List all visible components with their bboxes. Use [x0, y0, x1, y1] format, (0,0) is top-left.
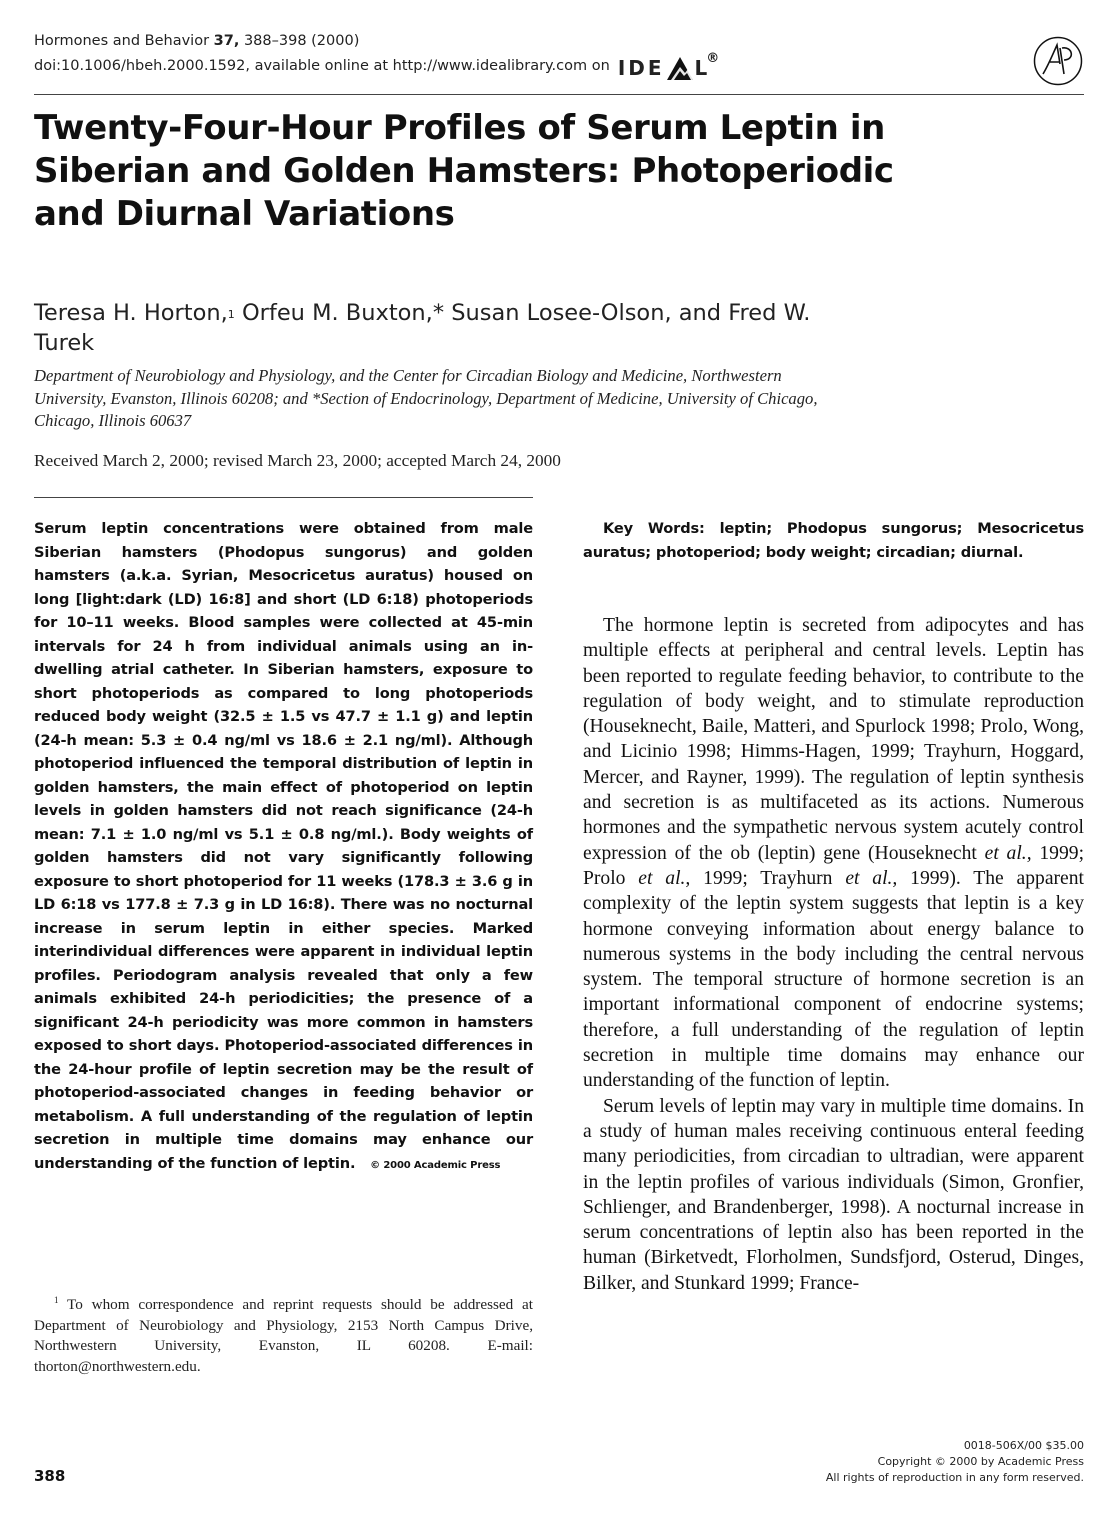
body-text-run: 1999; Trayhurn: [690, 867, 846, 889]
authors-part2: Orfeu M. Buxton,* Susan Losee-Olson, and Fred W. Turek: [34, 300, 811, 356]
author-list: [34, 298, 834, 358]
authors-part1: Teresa H. Horton,: [34, 300, 228, 326]
author-footnote-mark: 1: [227, 308, 235, 321]
abstract-text: Serum leptin concentrations were obtained from male Siberian hamsters (Phodopus sungorus) and golden hamsters (a.k.a. Syrian, Mesocricetus auratus) housed on long [light:dark (LD) 16:8] and short (LD 6:18) photoperiods for 10–11 weeks. Blood samples were collected at 45-min intervals for 24 h from individual animals using an in-dwelling atrial catheter. In Siberian hamsters, exposure to short photoperiods as compared to long photoperiods reduced body weight (32.5 ± 1.5 vs 47.7 ± 1.1 g) and leptin (24-h mean: 5.3 ± 0.4 ng/ml vs 18.6 ± 2.1 ng/ml). Although photoperiod influenced the temporal distribution of leptin in golden hamsters, the main effect of photoperiod on leptin levels in golden hamsters did not reach significance (24-h mean: 7.1 ± 1.0 ng/ml vs 5.1 ± 0.8 ng/ml.). Body weights of golden hamsters did not vary significantly following exposure to short photoperiod for 11 weeks (178.3 ± 3.6 g in LD 6:18 vs 177.8 ± 7.3 g in LD 16:8). There was no nocturnal increase in serum leptin in either species. Marked interindividual differences were apparent in individual leptin profiles. Periodogram analysis revealed that only a few animals exhibited 24-h periodicities; the presence of a significant 24-h periodicity was more common in hamsters exposed to short days. Photoperiod-associated differences in the 24-hour profile of leptin secretion may be the result of photoperiod-associated changes in feeding behavior or metabolism. A full understanding of the regulation of leptin secretion in multiple time domains may enhance our understanding of the function of leptin.: [34, 520, 533, 1172]
footnote-text: To whom correspondence and reprint requests should be addressed at Department of Neurobiology and Physiology, 2153 North Campus Drive, Northwestern University, Evanston, IL 60208. E-mail: thorton@northwestern.edu.: [34, 1296, 533, 1375]
journal-volume: 37,: [213, 33, 240, 49]
abstract: [34, 517, 533, 1177]
journal-pages: 388–398 (2000): [243, 33, 360, 49]
rights-line: All rights of reproduction in any form reserved.: [825, 1471, 1084, 1484]
body-text-run: 1999). The apparent complexity of the leptin system suggests that leptin is a key hormone conveying information about energy balance to numerous systems in the body including the central nervous system. The temporal structure of hormone secretion is an important informational component of endocrine systems; therefore, a full understanding of the regulation of leptin secretion in multiple time domains may enhance our understanding of the function of leptin.: [583, 867, 1084, 1092]
body-paragraph: [583, 613, 1084, 1094]
body-text: [583, 613, 1084, 1296]
issn-price: 0018-506X/00 $35.00: [963, 1439, 1084, 1452]
copyright-block: [826, 1438, 1084, 1486]
journal-name: Hormones and Behavior: [34, 33, 210, 49]
et-al-citation: et al.,: [638, 867, 691, 889]
doi-text: doi:10.1006/hbeh.2000.1592, available online at http://www.idealibrary.com on: [34, 58, 610, 74]
et-al-citation: et al.,: [845, 867, 898, 889]
footnote-mark: 1: [54, 1295, 59, 1305]
ideal-logo: [617, 50, 726, 81]
affiliations: Department of Neurobiology and Physiology, and the Center for Circadian Biology and Medicine, Northwestern University, Evanston, Illinois 60208; and *Section of Endocrinology, Department of Medicine, University of Chicago, Chicago, Illinois 60637: [34, 366, 818, 430]
ideal-a-icon: [666, 55, 694, 81]
body-paragraph: Serum levels of leptin may vary in multiple time domains. In a study of human males receiving continuous enteral feeding many periodicities, from circadian to ultradian, were apparent in the leptin profiles of various individuals (Simon, Gronfier, Schlienger, and Brandenberger, 1998). A nocturnal increase in serum concentrations of leptin also has been reported in the human (Birketvedt, Florholmen, Sundsfjord, Osterud, Dinges, Bilker, and Stunkard 1999; France-: [583, 1095, 1084, 1294]
page-number: 388: [34, 1467, 66, 1485]
abstract-rule: [34, 497, 533, 498]
correspondence-footnote: [34, 1290, 533, 1377]
et-al-citation: et al.,: [984, 842, 1032, 864]
registered-mark: ®: [706, 50, 723, 66]
doi-line: [34, 50, 726, 80]
academic-press-logo-icon: [1033, 36, 1083, 86]
received-dates: Received March 2, 2000; revised March 23, 2000; accepted March 24, 2000: [34, 451, 561, 470]
journal-citation: [34, 33, 359, 49]
body-text-run: The hormone leptin is secreted from adipocytes and has multiple effects at peripheral and central levels. Leptin has been reported to regulate feeding behavior, to contribute to the regulation of body weight, and to stimulate reproduction (Houseknecht, Baile, Matteri, and Spurlock 1998; Prolo, Wong, and Licinio 1998; Himms-Hagen, 1999; Trayhurn, Hoggard, Mercer, and Rayner, 1999). The regulation of leptin synthesis and secretion is as multifaceted as its actions. Numerous hormones and the sympathetic nervous system acutely control expression of the ob (leptin) gene (Houseknecht: [583, 615, 1084, 864]
key-words: Key Words: leptin; Phodopus sungorus; Mesocricetus auratus; photoperiod; body weight; circadian; diurnal.: [583, 520, 1084, 561]
article-title: Twenty-Four-Hour Profiles of Serum Leptin in Siberian and Golden Hamsters: Photoperiodic and Diurnal Variations: [34, 108, 894, 234]
body-text-run: 1999; Prolo: [583, 842, 1085, 889]
ideal-logo-text-right: L: [694, 56, 711, 80]
ideal-logo-text-left: IDE: [617, 56, 665, 80]
abstract-copyright: © 2000 Academic Press: [370, 1159, 501, 1171]
header-rule: [34, 94, 1084, 95]
copyright-line: Copyright © 2000 by Academic Press: [877, 1455, 1084, 1468]
